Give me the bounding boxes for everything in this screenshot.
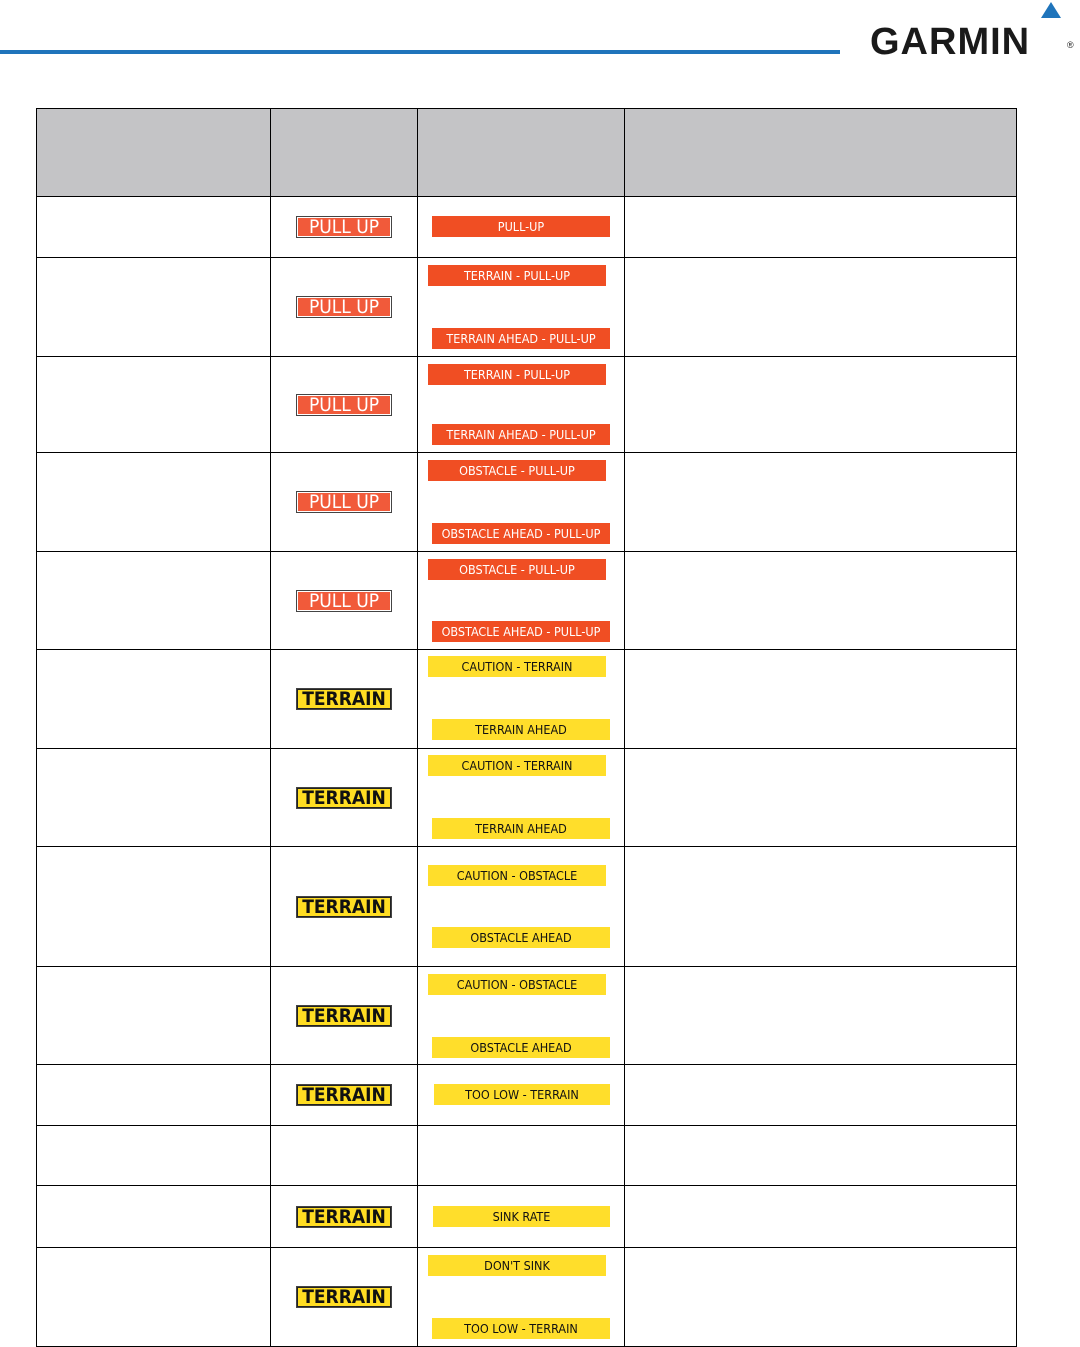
table-row bbox=[37, 967, 1017, 1065]
annunciation-cell bbox=[271, 847, 418, 967]
description-cell bbox=[625, 1126, 1017, 1186]
alert-type-cell bbox=[37, 453, 271, 552]
table-row bbox=[37, 847, 1017, 967]
voice-alert-bar: TERRAIN - PULL-UP bbox=[428, 364, 606, 385]
pull-up-annunciation: PULL UP bbox=[296, 394, 392, 416]
alert-type-cell bbox=[37, 1248, 271, 1347]
voice-alert-cell bbox=[418, 552, 625, 650]
voice-alert-bar: OBSTACLE AHEAD - PULL-UP bbox=[432, 621, 610, 642]
voice-alert-cell bbox=[418, 1065, 625, 1126]
alert-type-cell bbox=[37, 650, 271, 749]
voice-alert-bar: CAUTION - OBSTACLE bbox=[428, 865, 606, 886]
voice-alert-bar: CAUTION - TERRAIN bbox=[428, 656, 606, 677]
voice-alert-cell bbox=[418, 1186, 625, 1248]
logo-wordmark: GARMIN bbox=[870, 21, 1031, 63]
voice-alert-cell bbox=[418, 749, 625, 847]
voice-alert-cell bbox=[418, 453, 625, 552]
alert-type-cell bbox=[37, 1186, 271, 1248]
description-cell bbox=[625, 749, 1017, 847]
description-cell bbox=[625, 258, 1017, 357]
logo-registered-mark: ® bbox=[1067, 40, 1074, 50]
voice-alert-bar: CAUTION - OBSTACLE bbox=[428, 974, 606, 995]
annunciation-cell bbox=[271, 258, 418, 357]
voice-alert-bar: TOO LOW - TERRAIN bbox=[434, 1084, 610, 1105]
description-cell bbox=[625, 847, 1017, 967]
alert-type-cell bbox=[37, 197, 271, 258]
header-description bbox=[625, 109, 1017, 197]
voice-alert-cell bbox=[418, 847, 625, 967]
voice-alert-bar: CAUTION - TERRAIN bbox=[428, 755, 606, 776]
voice-alert-cell bbox=[418, 357, 625, 453]
voice-alert-cell bbox=[418, 1126, 625, 1186]
alert-type-cell bbox=[37, 749, 271, 847]
annunciation-cell bbox=[271, 1126, 418, 1186]
table-row bbox=[37, 1126, 1017, 1186]
voice-alert-cell bbox=[418, 197, 625, 258]
header-voice-alert bbox=[418, 109, 625, 197]
annunciation-cell bbox=[271, 453, 418, 552]
table-row bbox=[37, 197, 1017, 258]
alert-type-cell bbox=[37, 552, 271, 650]
annunciation-cell bbox=[271, 197, 418, 258]
annunciation-cell bbox=[271, 1065, 418, 1126]
pull-up-annunciation: PULL UP bbox=[296, 216, 392, 238]
alerts-table bbox=[36, 108, 1017, 1347]
voice-alert-bar: DON'T SINK bbox=[428, 1255, 606, 1276]
voice-alert-cell bbox=[418, 1248, 625, 1347]
voice-alert-bar: TERRAIN AHEAD bbox=[432, 818, 610, 839]
table-row bbox=[37, 453, 1017, 552]
terrain-annunciation: TERRAIN bbox=[296, 787, 392, 809]
table-row bbox=[37, 552, 1017, 650]
table-row bbox=[37, 749, 1017, 847]
description-cell bbox=[625, 1186, 1017, 1248]
description-cell bbox=[625, 1248, 1017, 1347]
voice-alert-cell bbox=[418, 967, 625, 1065]
alert-type-cell bbox=[37, 258, 271, 357]
pull-up-annunciation: PULL UP bbox=[296, 590, 392, 612]
logo-triangle-icon bbox=[1041, 2, 1061, 18]
voice-alert-bar: OBSTACLE AHEAD bbox=[432, 927, 610, 948]
voice-alert-bar: TERRAIN AHEAD bbox=[432, 719, 610, 740]
voice-alert-bar: TERRAIN AHEAD - PULL-UP bbox=[432, 328, 610, 349]
description-cell bbox=[625, 357, 1017, 453]
annunciation-cell bbox=[271, 1248, 418, 1347]
pull-up-annunciation: PULL UP bbox=[296, 491, 392, 513]
description-cell bbox=[625, 1065, 1017, 1126]
description-cell bbox=[625, 967, 1017, 1065]
alert-type-cell bbox=[37, 967, 271, 1065]
alert-type-cell bbox=[37, 847, 271, 967]
alert-type-cell bbox=[37, 1065, 271, 1126]
voice-alert-cell bbox=[418, 258, 625, 357]
alert-type-cell bbox=[37, 357, 271, 453]
annunciation-cell bbox=[271, 749, 418, 847]
voice-alert-bar: SINK RATE bbox=[433, 1206, 610, 1227]
description-cell bbox=[625, 650, 1017, 749]
terrain-annunciation: TERRAIN bbox=[296, 688, 392, 710]
annunciation-cell bbox=[271, 650, 418, 749]
terrain-annunciation: TERRAIN bbox=[296, 1286, 392, 1308]
terrain-annunciation: TERRAIN bbox=[296, 1206, 392, 1228]
table-row bbox=[37, 650, 1017, 749]
annunciation-cell bbox=[271, 357, 418, 453]
header-alert-type bbox=[37, 109, 271, 197]
terrain-annunciation: TERRAIN bbox=[296, 1084, 392, 1106]
voice-alert-cell bbox=[418, 650, 625, 749]
table-header-row bbox=[37, 109, 1017, 197]
header-annunciation bbox=[271, 109, 418, 197]
garmin-logo bbox=[870, 14, 1074, 64]
voice-alert-bar: PULL-UP bbox=[432, 216, 610, 237]
table-row bbox=[37, 1186, 1017, 1248]
annunciation-cell bbox=[271, 967, 418, 1065]
table-row bbox=[37, 357, 1017, 453]
table-row bbox=[37, 258, 1017, 357]
voice-alert-bar: OBSTACLE AHEAD - PULL-UP bbox=[432, 523, 610, 544]
voice-alert-bar: OBSTACLE AHEAD bbox=[432, 1037, 610, 1058]
voice-alert-bar: TERRAIN - PULL-UP bbox=[428, 265, 606, 286]
table-row bbox=[37, 1065, 1017, 1126]
alert-type-cell bbox=[37, 1126, 271, 1186]
description-cell bbox=[625, 552, 1017, 650]
description-cell bbox=[625, 197, 1017, 258]
header-rule bbox=[0, 50, 840, 54]
pull-up-annunciation: PULL UP bbox=[296, 296, 392, 318]
terrain-annunciation: TERRAIN bbox=[296, 1005, 392, 1027]
table-row bbox=[37, 1248, 1017, 1347]
annunciation-cell bbox=[271, 1186, 418, 1248]
voice-alert-bar: OBSTACLE - PULL-UP bbox=[428, 559, 606, 580]
voice-alert-bar: OBSTACLE - PULL-UP bbox=[428, 460, 606, 481]
annunciation-cell bbox=[271, 552, 418, 650]
description-cell bbox=[625, 453, 1017, 552]
voice-alert-bar: TOO LOW - TERRAIN bbox=[432, 1318, 610, 1339]
terrain-annunciation: TERRAIN bbox=[296, 896, 392, 918]
voice-alert-bar: TERRAIN AHEAD - PULL-UP bbox=[432, 424, 610, 445]
